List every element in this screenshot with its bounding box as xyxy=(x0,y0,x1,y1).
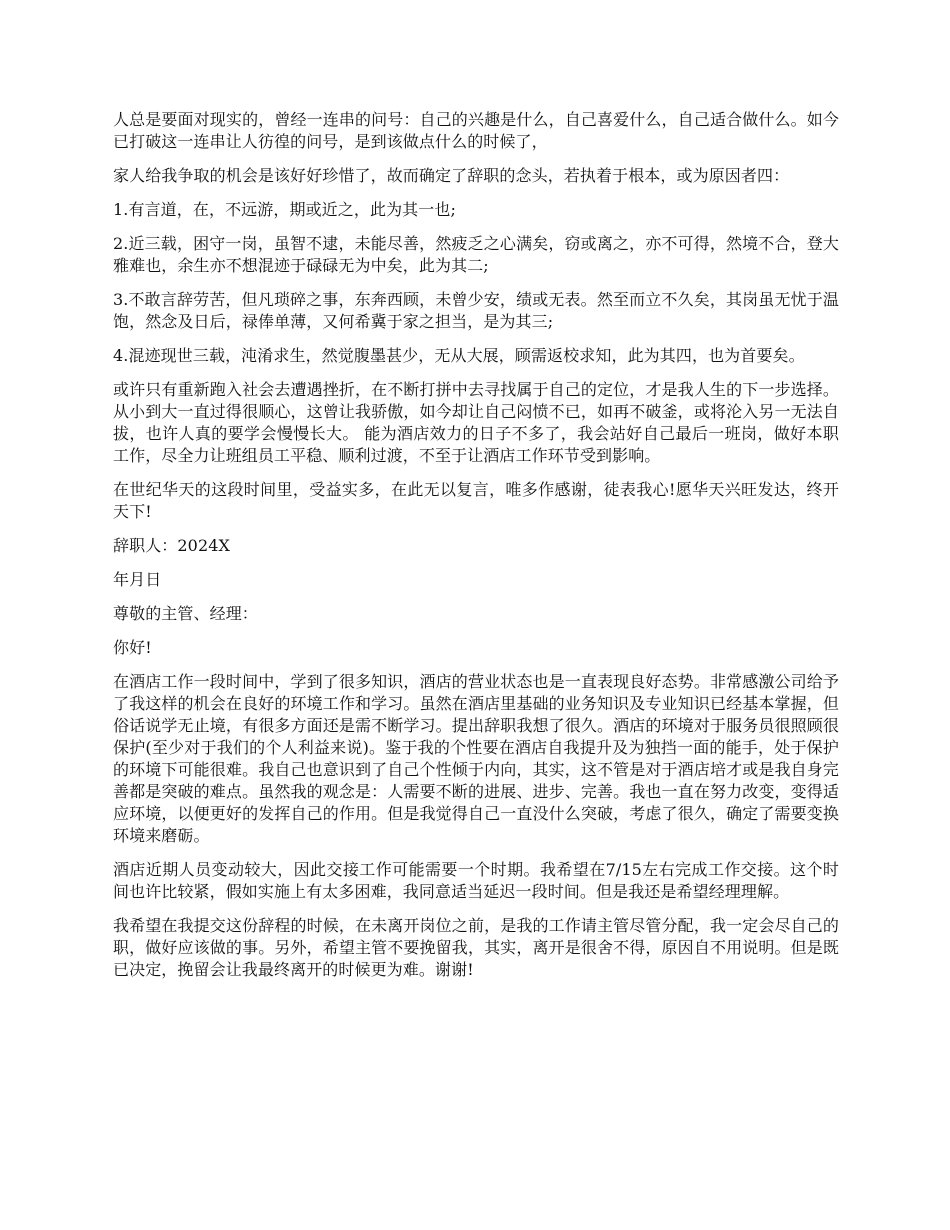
paragraph-intro: 人总是要面对现实的，曾经一连串的问号：自己的兴趣是什么，自己喜爱什么，自己适合做什么。如今已打破这一连串让人彷徨的问号，是到该做点什么的时候了， xyxy=(113,110,839,151)
greeting: 你好! xyxy=(113,638,152,657)
paragraph-reason-1: 1.有言道，在，不远游，期或近之，此为其一也; xyxy=(113,200,456,219)
paragraph-body-2: 酒店近期人员变动较大，因此交接工作可能需要一个时期。我希望在7/15左右完成工作交接。这个时间也许比较紧，假如实施上有太多困难，我同意适当延迟一段时间。但是我还是希望经理理解。 xyxy=(113,860,839,901)
paragraph-reason-3: 3.不敢言辞劳苦，但凡琐碎之事，东奔西顾，未曾少安，绩或无表。然至而立不久矣，其岗虽无忧于温饱，然念及日后，禄俸单薄，又何希冀于家之担当，是为其三; xyxy=(113,290,839,331)
paragraph-reflection: 或许只有重新跑入社会去遭遇挫折，在不断打拼中去寻找属于自己的定位，才是我人生的下一步选择。从小到大一直过得很顺心，这曾让我骄傲，如今却让自己闷愤不已，如再不破釜，或将沦入另一无法自拔，也许人真的要学会慢慢长大。 能为酒店效力的日子不多了，我会站好自己最后一班岗，做好本职工作，尽全力让班组员工平稳、顺利过渡，不至于让酒店工作环节受到影响。 xyxy=(113,380,839,465)
paragraph-body-3: 我希望在我提交这份辞程的时候，在未离开岗位之前，是我的工作请主管尽管分配，我一定会尽自己的职，做好应该做的事。另外，希望主管不要挽留我，其实，离开是很舍不得，原因自不用说明。但是既已决定，挽留会让我最终离开的时候更为难。谢谢! xyxy=(113,916,839,979)
paragraph-reason-2: 2.近三载，困守一岗，虽智不逮，未能尽善，然疲乏之心满矣，窃或离之，亦不可得，然境不合，登大雅难也，余生亦不想混迹于碌碌无为中矣，此为其二; xyxy=(113,234,839,275)
signature-line: 辞职人：2024X xyxy=(113,536,231,555)
date-line: 年月日 xyxy=(113,570,162,589)
document-body xyxy=(113,109,839,993)
paragraph-reasons-intro: 家人给我争取的机会是该好好珍惜了，故而确定了辞职的念头，若执着于根本，或为原因者四： xyxy=(113,166,790,185)
paragraph-body-1: 在酒店工作一段时间中，学到了很多知识，酒店的营业状态也是一直表现良好态势。非常感激公司给予了我这样的机会在良好的环境工作和学习。虽然在酒店里基础的业务知识及专业知识已经基本掌握，但俗话说学无止境，有很多方面还是需不断学习。提出辞职我想了很久。酒店的环境对于服务员很照顾很保护(至少对于我们的个人利益来说)。鉴于我的个性要在酒店自我提升及为独挡一面的能手，处于保护的环境下可能很难。我自己也意识到了自己个性倾于内向，其实，这不管是对于酒店培才或是我自身完善都是突破的难点。虽然我的观念是：人需要不断的进展、进步、完善。我也一直在努力改变，变得适应环境，以便更好的发挥自己的作用。但是我觉得自己一直没什么突破，考虑了很久，确定了需要变换环境来磨砺。 xyxy=(113,672,839,845)
paragraph-thanks: 在世纪华天的这段时间里，受益实多，在此无以复言，唯多作感谢，徒表我心!愿华天兴旺发达，终开天下! xyxy=(113,480,839,521)
salutation: 尊敬的主管、经理： xyxy=(113,604,258,623)
paragraph-reason-4: 4.混迹现世三载，沌淆求生，然觉腹墨甚少，无从大展，顾需返校求知，此为其四，也为首要矣。 xyxy=(113,346,805,365)
